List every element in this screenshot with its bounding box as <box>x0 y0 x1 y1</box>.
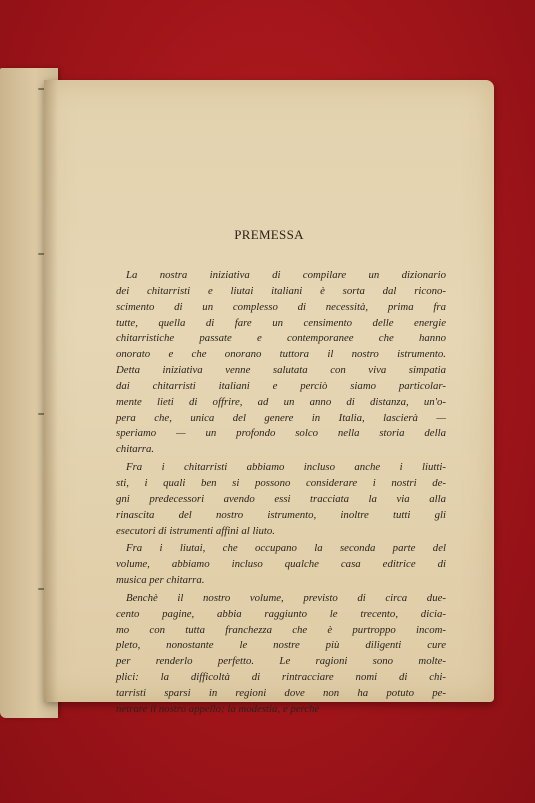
text-line: tutte, quella di fare un censimento delle energie <box>116 316 446 329</box>
paragraph <box>116 591 446 718</box>
text-line: tarristi sparsi in regioni dove non ha potuto pe- <box>116 686 446 699</box>
text-line: Fra i liutai, che occupano la seconda parte del <box>126 542 446 555</box>
text-line: dei chitarristi e liutai italiani è sorta dal ricono- <box>116 284 446 297</box>
text-line: esecutori di istrumenti affini al liuto. <box>116 524 275 537</box>
text-line: plici: la difficoltà di rintracciare nomi di chi- <box>116 671 446 684</box>
text-line: chitarristiche passate e contemporanee che hanno <box>116 332 446 345</box>
text-line: Fra i chitarristi abbiamo incluso anche i liutti- <box>126 461 446 474</box>
text-line: sti, i quali ben si possono considerare i nostri de- <box>116 476 446 489</box>
page-heading: PREMESSA <box>234 227 304 242</box>
text-line: Detta iniziativa venne salutata con viva simpatia <box>116 364 446 377</box>
text-line: speriamo — un profondo solco nella storia della <box>116 427 446 440</box>
paragraph <box>116 460 446 539</box>
text-line: gni predecessori avendo essi tracciata la via alla <box>116 492 446 505</box>
text-line: La nostra iniziativa di compilare un dizionario <box>126 269 446 281</box>
text-line: musica per chitarra. <box>116 574 205 587</box>
text-line: netrare il nostro appello; la modestia, e perchè <box>116 702 320 715</box>
paragraph <box>116 268 446 458</box>
text-line: rinascita del nostro istrumento, inoltre tutti gli <box>116 508 446 521</box>
text-line: chitarra. <box>116 443 155 456</box>
text-line: mo con tutta franchezza che è purtroppo incom- <box>116 623 446 636</box>
text-line: per renderlo perfetto. Le ragioni sono molte- <box>116 655 446 668</box>
text-line: cento pagine, abbia raggiunto le trecento, dicia- <box>116 607 446 620</box>
text-line: pera che, unica del genere in Italia, lascierà — <box>116 411 446 424</box>
text-line: volume, abbiamo incluso qualche casa editrice di <box>116 558 446 571</box>
paragraph <box>116 541 446 589</box>
text-line: pleto, nonostante le nostre più diligenti cure <box>116 639 446 652</box>
text-line: mente lieti di offrire, ad un anno di distanza, un'o- <box>116 395 446 408</box>
text-line: dai chitarristi italiani e perciò siamo particolar- <box>116 379 446 392</box>
text-line: Benchè il nostro volume, previsto di circa due- <box>126 591 446 604</box>
book-page <box>44 80 494 715</box>
text-line: onorato e che onorano tuttora il nostro istrumento. <box>116 348 446 361</box>
body-text <box>116 268 446 720</box>
text-line: scimento di un complesso di necessità, prima fra <box>116 300 446 313</box>
